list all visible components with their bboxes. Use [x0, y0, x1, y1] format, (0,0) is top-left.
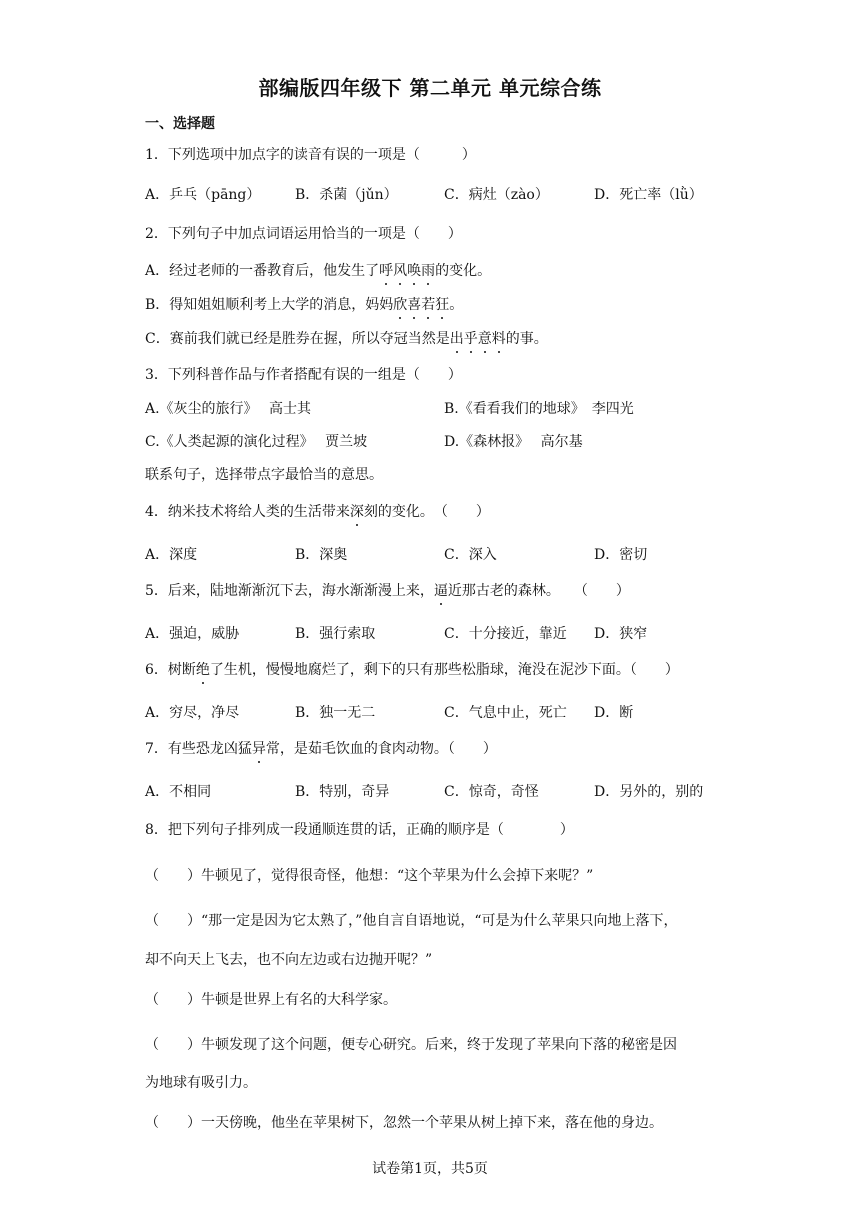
- q7-option-c[interactable]: C．惊奇，奇怪: [444, 784, 539, 800]
- question-2: 2．下列句子中加点词语运用恰当的一项是（ ）: [145, 226, 462, 242]
- q6-option-c[interactable]: C．气息中止，死亡: [444, 705, 567, 721]
- question-6: 6．树断绝了生机，慢慢地腐烂了，剩下的只有那些松脂球，淹没在泥沙下面。（ ）: [145, 662, 679, 678]
- dotted-char: 料: [491, 331, 506, 347]
- dotted-char: 喜: [407, 297, 422, 313]
- q5-option-a[interactable]: A．强迫，威胁: [145, 626, 240, 642]
- dotted-word: [379, 263, 435, 279]
- q1-option-c[interactable]: C．病灶（zào）: [444, 187, 549, 203]
- q1-option-b[interactable]: B．杀菌（jǔn）: [295, 187, 398, 203]
- dotted-char: 出: [449, 331, 464, 347]
- q7-option-b[interactable]: B．特别，奇异: [295, 784, 390, 800]
- question-4: 4．纳米技术将给人类的生活带来深刻的变化。 （ ）: [145, 504, 490, 520]
- q2-option-c[interactable]: C．赛前我们就已经是胜券在握，所以夺冠当然是出乎意料的事。: [145, 331, 548, 347]
- q5-option-c[interactable]: C．十分接近，靠近: [444, 626, 567, 642]
- q4-option-b[interactable]: B．深奥: [295, 547, 348, 563]
- q6-option-d[interactable]: D．断: [594, 705, 634, 721]
- q5-option-b[interactable]: B．强行索取: [295, 626, 376, 642]
- q3-option-b[interactable]: B.《看看我们的地球》 李四光: [444, 401, 634, 417]
- q3-option-a[interactable]: A.《灰尘的旅行》 高士其: [145, 401, 312, 417]
- question-3: 3．下列科普作品与作者搭配有误的一组是（ ）: [145, 367, 462, 383]
- dotted-char: 唤: [407, 263, 422, 279]
- q2-option-b[interactable]: B．得知姐姐顺利考上大学的消息，妈妈欣喜若狂。: [145, 297, 464, 313]
- question-8: 8．把下列句子排列成一段通顺连贯的话，正确的顺序是（ ）: [145, 822, 574, 838]
- dotted-char: 若: [421, 297, 436, 313]
- dotted-char: 逼: [433, 583, 448, 599]
- dotted-char: 狂: [435, 297, 450, 313]
- q3-option-d[interactable]: D.《森林报》 高尔基: [444, 434, 583, 450]
- q8-sentence-cont: 为地球有吸引力。: [145, 1075, 257, 1091]
- q3-option-c[interactable]: C.《人类起源的演化过程》 贾兰坡: [145, 434, 368, 450]
- q4-option-d[interactable]: D．密切: [594, 547, 648, 563]
- q6-option-b[interactable]: B．独一无二: [295, 705, 376, 721]
- dotted-char: 深: [349, 504, 364, 520]
- dotted-char: 绝: [195, 662, 210, 678]
- instruction-text: 联系句子，选择带点字最恰当的意思。: [145, 467, 383, 483]
- q6-option-a[interactable]: A．穷尽，净尽: [145, 705, 240, 721]
- dotted-char: 欣: [393, 297, 408, 313]
- dotted-char: 呼: [379, 263, 394, 279]
- q5-option-d[interactable]: D．狭窄: [594, 626, 648, 642]
- section-heading: 一、选择题: [145, 116, 215, 132]
- q2-option-a[interactable]: A．经过老师的一番教育后，他发生了呼风唤雨的变化。: [145, 263, 492, 279]
- question-5: 5．后来，陆地渐渐沉下去，海水渐渐漫上来，逼近那古老的森林。 （ ）: [145, 583, 630, 599]
- dotted-char: 雨: [421, 263, 436, 279]
- dotted-word: [393, 297, 449, 313]
- dotted-char: 意: [477, 331, 492, 347]
- q7-option-d[interactable]: D．另外的，别的: [594, 784, 704, 800]
- question-1: 1．下列选项中加点字的读音有误的一项是（ ）: [145, 147, 476, 163]
- q1-option-d[interactable]: D．死亡率（lǜ）: [594, 187, 703, 203]
- q4-option-c[interactable]: C．深入: [444, 547, 497, 563]
- q8-sentence: （ ）牛顿见了，觉得很奇怪，他想：“这个苹果为什么会掉下来呢？”: [145, 868, 594, 884]
- q4-option-a[interactable]: A．深度: [145, 547, 198, 563]
- question-7: 7．有些恐龙凶猛异常，是茹毛饮血的食肉动物。（ ）: [145, 741, 497, 757]
- q8-sentence: （ ）牛顿发现了这个问题，便专心研究。后来，终于发现了苹果向下落的秘密是因: [145, 1037, 677, 1053]
- q1-option-a[interactable]: A．乒乓（pāng）: [145, 187, 261, 203]
- page-footer: 试卷第1页，共5页: [372, 1161, 488, 1177]
- q8-sentence: （ ）“那一定是因为它太熟了，”他自言自语地说，“可是为什么苹果只向地上落下，: [145, 913, 678, 929]
- q8-sentence: （ ）一天傍晚，他坐在苹果树下，忽然一个苹果从树上掉下来，落在他的身边。: [145, 1115, 663, 1131]
- q7-option-a[interactable]: A．不相同: [145, 784, 212, 800]
- dotted-char: 乎: [463, 331, 478, 347]
- q8-sentence-cont: 却不向天上飞去，也不向左边或右边抛开呢？”: [145, 952, 433, 968]
- page-title: 部编版四年级下 第二单元 单元综合练: [258, 76, 602, 100]
- dotted-char: 异: [251, 741, 266, 757]
- dotted-word: [450, 331, 506, 347]
- q8-sentence: （ ）牛顿是世界上有名的大科学家。: [145, 992, 397, 1008]
- dotted-char: 风: [393, 263, 408, 279]
